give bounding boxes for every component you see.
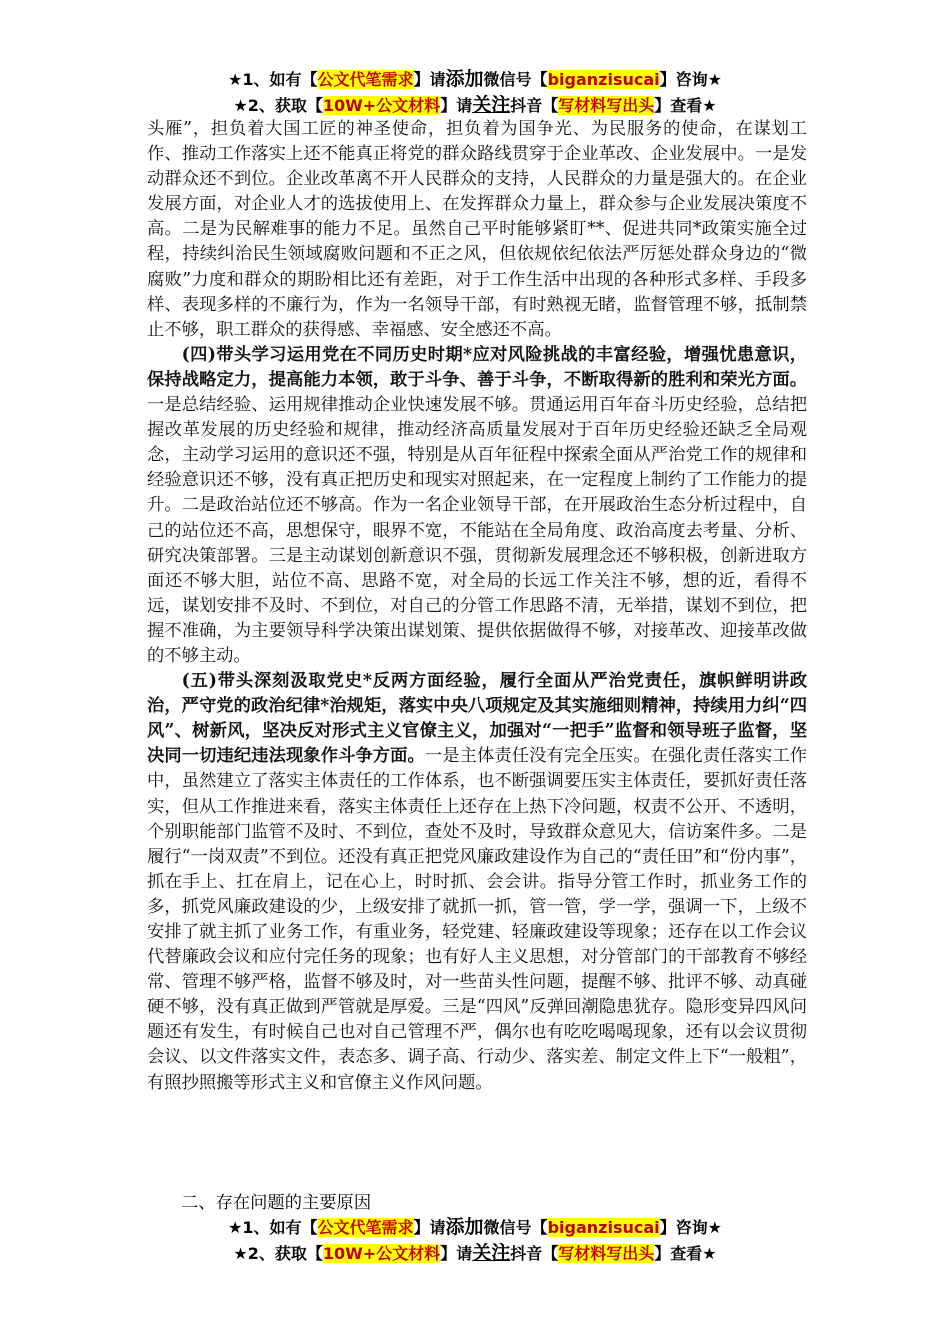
banner-text: 】请 — [413, 70, 446, 89]
banner-text: 】查看★ — [654, 96, 717, 115]
banner-highlight: biganzisucai — [547, 1218, 660, 1237]
banner-text: ★2、获取【 — [233, 1244, 323, 1263]
banner-text: 】查看★ — [654, 1244, 717, 1263]
section-heading-2: 二、存在问题的主要原因 — [181, 1193, 372, 1213]
document-body — [147, 117, 807, 1096]
banner-text: ★1、如有【 — [228, 70, 318, 89]
promo-banner-line-2 — [0, 94, 950, 117]
banner-emphasis: 关注 — [472, 94, 511, 116]
banner-emphasis: 添加 — [445, 1216, 484, 1238]
section-5-heading: (五)带头深刻汲取党史*反两方面经验，履行全面从严治党责任，旗帜鲜明讲政治，严守党的政治纪律*治规矩，落实中央八项规定及其实施细则精神，持续用力纠“四风”、树新风，坚决反对形式主义官僚主义，加强对“一把手”监督和领导班子监督，坚决同一切违纪违法现象作斗争方面。 — [147, 671, 807, 767]
banner-text: 微信号【 — [483, 70, 548, 89]
promo-banner-line-1 — [0, 68, 950, 91]
banner-highlight: 10W+公文材料 — [322, 1244, 441, 1263]
section-4-heading: (四)带头学习运用党在不同历史时期*应对风险挑战的丰富经验，增强忧患意识，保持战略定力，提高能力本领，敢于斗争、善于斗争，不断取得新的胜利和荣光方面。 — [147, 344, 807, 390]
banner-text: 】咨询★ — [659, 1218, 722, 1237]
banner-text: 抖音【 — [510, 96, 559, 115]
banner-highlight: biganzisucai — [547, 70, 660, 89]
banner-highlight: 10W+公文材料 — [322, 96, 441, 115]
banner-text: 抖音【 — [510, 1244, 559, 1263]
banner-highlight: 写材料写出头 — [558, 1244, 655, 1263]
banner-text: ★1、如有【 — [228, 1218, 318, 1237]
paragraph-section-5 — [147, 669, 807, 1096]
banner-highlight: 写材料写出头 — [558, 96, 655, 115]
banner-emphasis: 添加 — [445, 68, 484, 90]
banner-text: ★2、获取【 — [233, 96, 323, 115]
banner-highlight: 公文代笔需求 — [317, 1218, 414, 1237]
banner-text: 】请 — [413, 1218, 446, 1237]
paragraph-section-4 — [147, 343, 807, 669]
promo-banner-line-1-bottom — [0, 1216, 950, 1239]
promo-banner-line-2-bottom — [0, 1242, 950, 1265]
banner-text: 】请 — [440, 1244, 473, 1263]
banner-text: 】咨询★ — [659, 70, 722, 89]
banner-text: 】请 — [440, 96, 473, 115]
banner-emphasis: 关注 — [472, 1242, 511, 1264]
paragraph-continued: 头雁”，担负着大国工匠的神圣使命，担负着为国争光、为民服务的使命，在谋划工作、推动工作落实上还不能真正将党的群众路线贯穿于企业革改、企业发展中。一是发动群众还不到位。企业改革离不开人民群众的支持，人民群众的力量是强大的。在企业发展方面，对企业人才的选拔使用上、在发挥群众力量上，群众参与企业发展决策度不高。二是为民解难事的能力不足。虽然自己平时能够紧盯**、促进共同*政策实施全过程，持续纠治民生领域腐败问题和不正之风，但依规依纪依法严厉惩处群众身边的“微腐败”力度和群众的期盼相比还有差距，对于工作生活中出现的各种形式多样、手段多样、表现多样的不廉行为，作为一名领导干部，有时熟视无睹，监督管理不够，抵制禁止不够，职工群众的获得感、幸福感、安全感还不高。 — [147, 119, 807, 340]
banner-text: 微信号【 — [483, 1218, 548, 1237]
section-4-body: 一是总结经验、运用规律推动企业快速发展不够。贯通运用百年奋斗历史经验，总结把握改革发展的历史经验和规律，推动经济高质量发展对于百年历史经验还缺乏全局观念，主动学习运用的意识还不强，特别是从百年征程中探索全面从严治党工作的规律和经验意识还不够，没有真正把历史和现实对照起来，在一定程度上制约了工作能力的提升。二是政治站位还不够高。作为一名企业领导干部，在开展政治生态分析过程中，自己的站位还不高，思想保守，眼界不宽，不能站在全局角度、政治高度去考量、分析、研究决策部署。三是主动谋划创新意识不强，贯彻新发展理念还不够积极，创新进取方面还不够大胆，站位不高、思路不宽，对全局的长远工作关注不够，想的近，看得不远，谋划安排不及时、不到位，对自己的分管工作思路不清，无举措，谋划不到位，把握不准确，为主要领导科学决策出谋划策、提供依据做得不够，对接革改、迎接革改做的不够主动。 — [147, 395, 807, 666]
banner-highlight: 公文代笔需求 — [317, 70, 414, 89]
section-5-body: 一是主体责任没有完全压实。在强化责任落实工作中，虽然建立了落实主体责任的工作体系，也不断强调要压实主体责任，要抓好责任落实，但从工作推进来看，落实主体责任上还存在上热下冷问题，权责不公开、不透明，个别职能部门监管不及时、不到位，查处不及时，导致群众意见大，信访案件多。二是履行“一岗双责”不到位。还没有真正把党风廉政建设作为自己的“责任田”和“份内事”，抓在手上、扛在肩上，记在心上，时时抓、会会讲。指导分管工作时，抓业务工作的多，抓党风廉政建设的少，上级安排了就抓一抓，管一管，学一学，强调一下，上级不安排了就主抓了业务工作，有重业务，轻党建、轻廉政建设等现象；还存在以工作会议代替廉政会议和应付完任务的现象；也有好人主义思想，对分管部门的干部教育不够经常、管理不够严格，监督不够及时，对一些苗头性问题，提醒不够、批评不够、动真碰硬不够，没有真正做到严管就是厚爱。三是“四风”反弹回潮隐患犹存。隐形变异四风问题还有发生，有时候自己也对自己管理不严，偶尔也有吃吃喝喝现象，还有以会议贯彻会议、以文件落实文件，表态多、调子高、行动少、落实差、制定文件上下“一般粗”，有照抄照搬等形式主义和官僚主义作风问题。 — [147, 746, 807, 1093]
